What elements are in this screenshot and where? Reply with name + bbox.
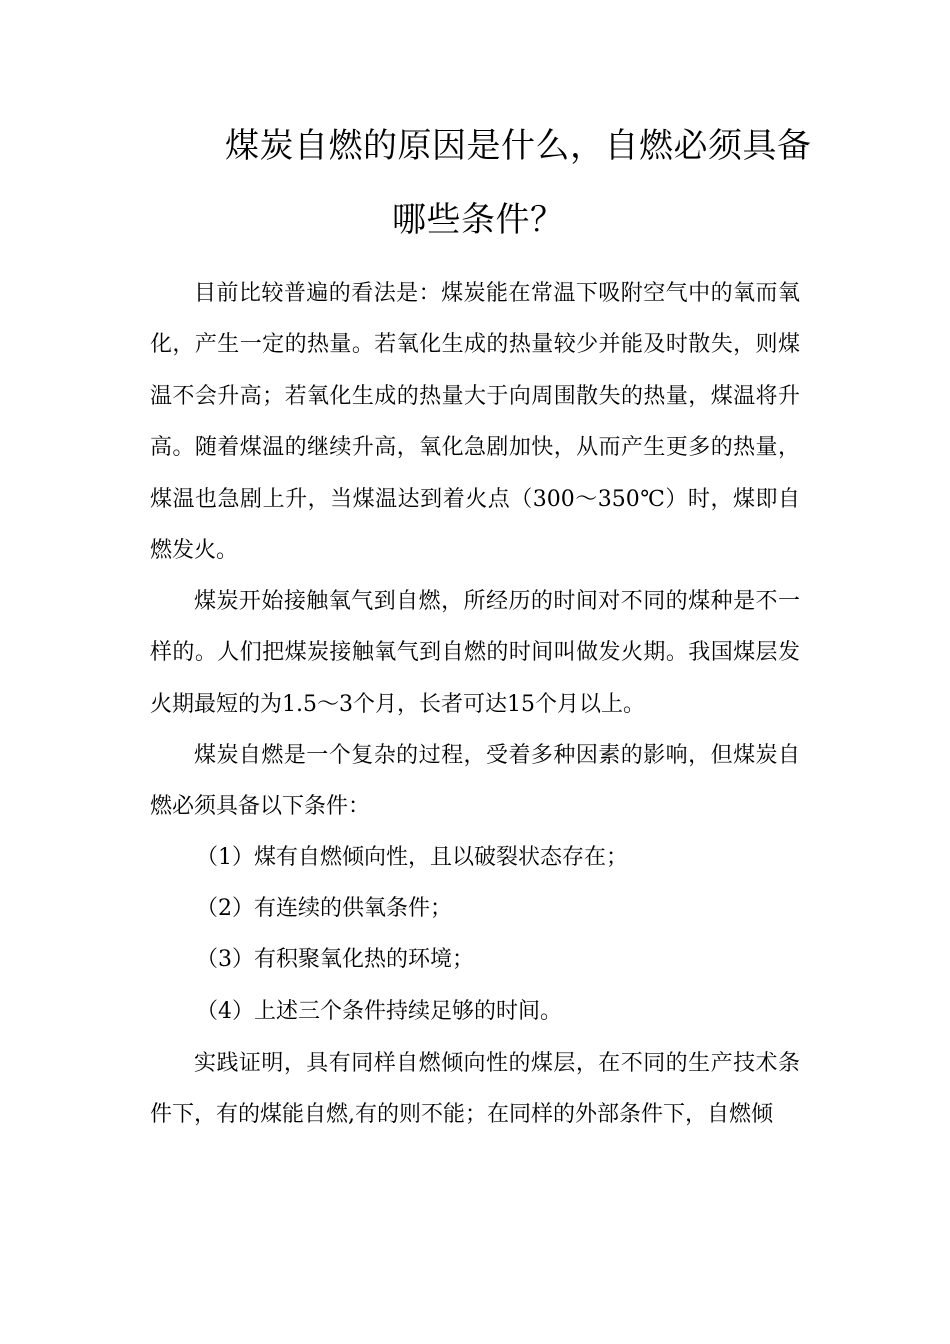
condition-item-1: （1）煤有自燃倾向性，且以破裂状态存在； bbox=[196, 845, 628, 870]
document-title-line-2: 哪些条件？ bbox=[392, 200, 565, 240]
document-title-line-1: 煤炭自燃的原因是什么，自燃必须具备 bbox=[225, 126, 812, 166]
condition-item-2: （2）有连续的供氧条件； bbox=[196, 896, 452, 921]
paragraph-conditions-intro: 煤炭自燃是一个复杂的过程，受着多种因素的影响，但煤炭自燃必须具备以下条件： bbox=[150, 743, 800, 820]
paragraph-ignition-period: 煤炭开始接触氧气到自燃，所经历的时间对不同的煤种是不一样的。人们把煤炭接触氧气到自燃的时间叫做发火期。我国煤层发火期最短的为1.5～3个月，长者可达15个月以上。 bbox=[150, 589, 800, 717]
paragraph-spontaneous-combustion-mechanism: 目前比较普遍的看法是：煤炭能在常温下吸附空气中的氧而氧化，产生一定的热量。若氧化生成的热量较少并能及时散失，则煤温不会升高；若氧化生成的热量大于向周围散失的热量，煤温将升高。随着煤温的继续升高，氧化急剧加快，从而产生更多的热量，煤温也急剧上升，当煤温达到着火点（300～350℃）时，煤即自燃发火。 bbox=[150, 281, 800, 564]
condition-item-3: （3）有积聚氧化热的环境； bbox=[196, 947, 474, 972]
paragraph-practice-evidence: 实践证明，具有同样自燃倾向性的煤层，在不同的生产技术条件下，有的煤能自燃,有的则不能；在同样的外部条件下，自燃倾 bbox=[150, 1051, 800, 1128]
condition-item-4: （4）上述三个条件持续足够的时间。 bbox=[196, 999, 562, 1024]
